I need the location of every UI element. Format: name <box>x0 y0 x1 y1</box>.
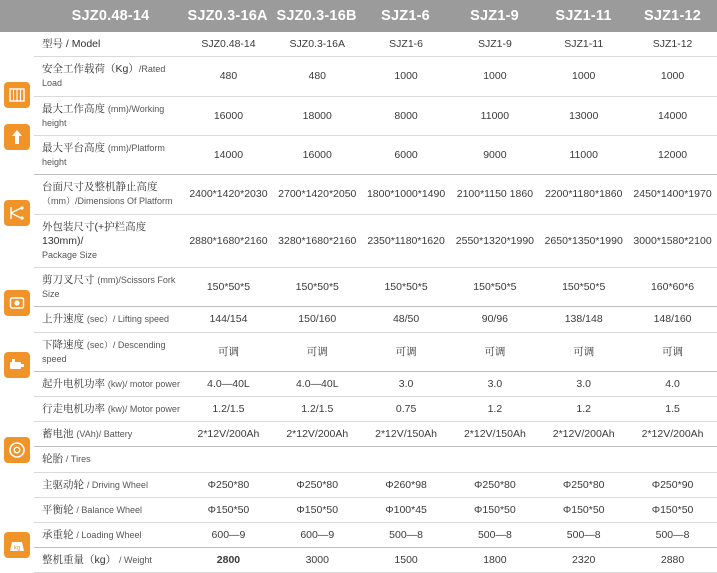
cell: 可调 <box>450 332 539 371</box>
platform-size-icon <box>4 200 30 226</box>
model-header-bar <box>0 0 717 32</box>
row-label-loading-wheel: 承重轮 / Loading Wheel <box>34 522 184 547</box>
cell: 16000 <box>273 135 362 174</box>
table-row <box>34 268 717 307</box>
row-label-descending-speed: 下降速度 (sec）/ Descending speed <box>34 332 184 371</box>
row-label-travel-motor-power: 行走电机功率 (kw)/ Motor power <box>34 397 184 422</box>
cell: 2350*1180*1620 <box>362 214 451 268</box>
spec-table-wrapper <box>34 32 717 573</box>
cell <box>450 447 539 472</box>
cell: Φ150*50 <box>628 497 717 522</box>
cell: 12000 <box>628 135 717 174</box>
table-row <box>34 447 717 472</box>
weight-icon <box>4 532 30 558</box>
cell: 2880*1680*2160 <box>184 214 273 268</box>
row-label-scissors-fork-size: 剪刀叉尺寸 (mm)/Scissors Fork Size <box>34 268 184 307</box>
table-row <box>34 307 717 332</box>
table-row <box>34 397 717 422</box>
cell: 138/148 <box>539 307 628 332</box>
cell: 3280*1680*2160 <box>273 214 362 268</box>
table-row <box>34 472 717 497</box>
header-model-4: SJZ1-9 <box>470 8 519 24</box>
cell: 18000 <box>273 96 362 135</box>
cell: 2800 <box>184 548 273 573</box>
cell: 11000 <box>450 96 539 135</box>
motor-power-icon <box>4 352 30 378</box>
cell: 2880 <box>628 548 717 573</box>
cell: 500—8 <box>628 522 717 547</box>
cell: Φ250*80 <box>450 472 539 497</box>
row-label-platform-height: 最大平台高度 (mm)/Platform height <box>34 135 184 174</box>
cell: 6000 <box>362 135 451 174</box>
cell: 2*12V/200Ah <box>184 422 273 447</box>
row-label-tires: 轮胎 / Tires <box>34 447 184 472</box>
row-label-battery: 蓄电池 (VAh)/ Battery <box>34 422 184 447</box>
cell: 9000 <box>450 135 539 174</box>
column-header-5: SJZ1-11 <box>539 32 628 57</box>
svg-text:kg: kg <box>13 545 21 552</box>
cell: Φ150*50 <box>539 497 628 522</box>
cell: 90/96 <box>450 307 539 332</box>
cell: 1.5 <box>628 397 717 422</box>
cell: 8000 <box>362 96 451 135</box>
row-label-weight: 整机重量（kg） / Weight <box>34 548 184 573</box>
cell: 150/160 <box>273 307 362 332</box>
tires-icon <box>4 437 30 463</box>
cell: 2700*1420*2050 <box>273 175 362 214</box>
cell: 1800 <box>450 548 539 573</box>
cell: 600—9 <box>273 522 362 547</box>
cell: 可调 <box>628 332 717 371</box>
table-row <box>34 497 717 522</box>
cell: Φ260*98 <box>362 472 451 497</box>
table-header-row <box>34 32 717 57</box>
icon-column <box>0 32 34 573</box>
cell <box>539 447 628 472</box>
cell: Φ150*50 <box>450 497 539 522</box>
row-label-balance-wheel: 平衡轮 / Balance Wheel <box>34 497 184 522</box>
cell: 480 <box>273 57 362 96</box>
column-header-6: SJZ1-12 <box>628 32 717 57</box>
spec-body <box>0 32 717 573</box>
cell: Φ150*50 <box>184 497 273 522</box>
cell <box>273 447 362 472</box>
cell: 150*50*5 <box>539 268 628 307</box>
cell: 16000 <box>184 96 273 135</box>
cell: 500—8 <box>539 522 628 547</box>
cell: 可调 <box>362 332 451 371</box>
cell: 可调 <box>273 332 362 371</box>
cell: 1000 <box>539 57 628 96</box>
load-capacity-icon <box>4 82 30 108</box>
cell: 150*50*5 <box>184 268 273 307</box>
cell: 148/160 <box>628 307 717 332</box>
column-header-3: SJZ1-6 <box>362 32 451 57</box>
cell: 480 <box>184 57 273 96</box>
cell: 144/154 <box>184 307 273 332</box>
cell: 2450*1400*1970 <box>628 175 717 214</box>
cell: Φ250*90 <box>628 472 717 497</box>
cell: 14000 <box>184 135 273 174</box>
row-label-working-height: 最大工作高度 (mm)/Working height <box>34 96 184 135</box>
cell: 1.2/1.5 <box>273 397 362 422</box>
cell: Φ250*80 <box>273 472 362 497</box>
cell <box>184 447 273 472</box>
cell: 500—8 <box>362 522 451 547</box>
row-label-driving-wheel: 主驱动轮 / Driving Wheel <box>34 472 184 497</box>
cell: 1000 <box>628 57 717 96</box>
cell: Φ100*45 <box>362 497 451 522</box>
cell: 14000 <box>628 96 717 135</box>
table-row <box>34 57 717 96</box>
cell: 4.0—40L <box>184 371 273 396</box>
cell: 3.0 <box>450 371 539 396</box>
cell: 600—9 <box>184 522 273 547</box>
cell: 48/50 <box>362 307 451 332</box>
cell: 3000 <box>273 548 362 573</box>
cell: 13000 <box>539 96 628 135</box>
cell: 4.0—40L <box>273 371 362 396</box>
cell: 1000 <box>450 57 539 96</box>
cell: 1.2 <box>450 397 539 422</box>
cell: Φ150*50 <box>273 497 362 522</box>
table-row <box>34 371 717 396</box>
row-label-platform-dimensions: 台面尺寸及整机静止高度 （mm）/Dimensions Of Platform <box>34 175 184 214</box>
table-row <box>34 135 717 174</box>
header-model-3: SJZ1-6 <box>381 8 430 24</box>
cell: 11000 <box>539 135 628 174</box>
table-row <box>34 214 717 268</box>
cell: Φ250*80 <box>539 472 628 497</box>
cell: 2320 <box>539 548 628 573</box>
cell: 1800*1000*1490 <box>362 175 451 214</box>
table-row <box>34 96 717 135</box>
cell: 1.2/1.5 <box>184 397 273 422</box>
table-row <box>34 422 717 447</box>
cell: 150*50*5 <box>362 268 451 307</box>
cell: 3000*1580*2100 <box>628 214 717 268</box>
header-model-5: SJZ1-11 <box>555 8 612 24</box>
cell: 0.75 <box>362 397 451 422</box>
cell: 160*60*6 <box>628 268 717 307</box>
cell: 1000 <box>362 57 451 96</box>
cell: 150*50*5 <box>273 268 362 307</box>
cell: 1.2 <box>539 397 628 422</box>
header-model-2: SJZ0.3-16B <box>276 8 357 24</box>
cell: 1500 <box>362 548 451 573</box>
table-row <box>34 175 717 214</box>
table-row <box>34 332 717 371</box>
spec-table <box>34 32 717 573</box>
table-row <box>34 548 717 573</box>
cell: 2*12V/200Ah <box>273 422 362 447</box>
cell: 2*12V/150Ah <box>362 422 451 447</box>
column-header-4: SJZ1-9 <box>450 32 539 57</box>
cell: 2200*1180*1860 <box>539 175 628 214</box>
cell: 2*12V/200Ah <box>539 422 628 447</box>
header-model-6: SJZ1-12 <box>643 8 701 24</box>
cell: 4.0 <box>628 371 717 396</box>
cell: 150*50*5 <box>450 268 539 307</box>
cell: 3.0 <box>539 371 628 396</box>
row-label-lift-motor-power: 起升电机功率 (kw)/ motor power <box>34 371 184 396</box>
lifting-speed-icon <box>4 290 30 316</box>
cell: 可调 <box>184 332 273 371</box>
header-model-0: SJZ0.48-14 <box>71 8 150 24</box>
row-label-package-size: 外包装尺寸(+护栏高度130mm)/ Package Size <box>34 214 184 268</box>
cell: 2*12V/200Ah <box>628 422 717 447</box>
cell: 可调 <box>539 332 628 371</box>
table-row <box>34 522 717 547</box>
row-label-rated-load: 安全工作载荷（Kg）/Rated Load <box>34 57 184 96</box>
row-label-lifting-speed: 上升速度 (sec）/ Lifting speed <box>34 307 184 332</box>
cell: 500—8 <box>450 522 539 547</box>
cell: Φ250*80 <box>184 472 273 497</box>
column-header-model: 型号 / Model <box>34 32 184 57</box>
cell: 2550*1320*1990 <box>450 214 539 268</box>
cell: 2100*1150 1860 <box>450 175 539 214</box>
cell: 2*12V/150Ah <box>450 422 539 447</box>
column-header-2: SJZ0.3-16A <box>273 32 362 57</box>
cell <box>362 447 451 472</box>
working-height-icon <box>4 124 30 150</box>
column-header-1: SJZ0.48-14 <box>184 32 273 57</box>
cell: 2400*1420*2030 <box>184 175 273 214</box>
cell: 2650*1350*1990 <box>539 214 628 268</box>
cell <box>628 447 717 472</box>
cell: 3.0 <box>362 371 451 396</box>
header-model-1: SJZ0.3-16A <box>187 8 268 24</box>
